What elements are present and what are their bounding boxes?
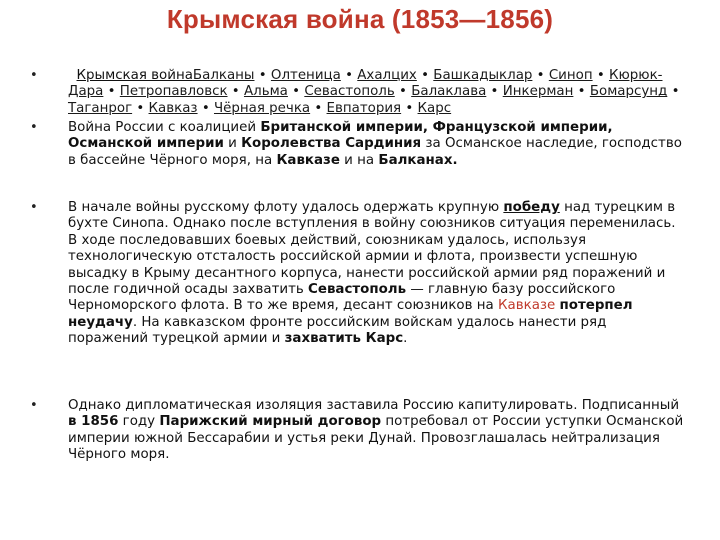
- place-link-2[interactable]: Ахалцих: [357, 68, 417, 83]
- bullet-3: •: [30, 200, 38, 215]
- place-link-14[interactable]: Чёрная речка: [213, 100, 311, 116]
- p3-text-6: .: [403, 331, 408, 347]
- p2-bold-empires: Британской империи, Французской империи, Османской империи: [68, 120, 613, 152]
- sep: •: [532, 68, 549, 83]
- p2-bold-caucasus: Кавказе: [276, 152, 340, 168]
- sep: •: [667, 84, 680, 100]
- place-link-7[interactable]: Альма: [243, 84, 288, 100]
- sep: •: [394, 84, 412, 100]
- p3-text-2: над турецким в бухте Синопа. Однако после вступления в войну союзников ситуация переменилась. В ходе последовавших боевых действий, союзникам удалось, используя технологическую отсталость российской армии и флота, произвести успешную высадку в Крыму десантного корпуса, нанести российской армии ряд поражений и после годичной осады захватить: [68, 200, 676, 298]
- sep: •: [416, 68, 434, 83]
- p4-text-3: потребовал от России уступки Османской империи южной Бессарабии и устья реки Дунай. Провозглашалась нейтрализация Чёрного моря.: [68, 414, 684, 463]
- p3-red-caucasus: Кавказе: [498, 298, 556, 314]
- slide-title: Крымская война (1853—1856): [166, 4, 554, 34]
- places-line: [68, 68, 679, 116]
- sep: •: [592, 68, 610, 83]
- victory-link[interactable]: победу: [503, 200, 560, 215]
- sep: •: [310, 100, 327, 116]
- p4-text-1: Однако дипломатическая изоляция заставила Россию капитулировать. Подписанный: [68, 398, 680, 413]
- war-link-lead[interactable]: Крымская война: [76, 68, 193, 83]
- p4-text-2: году: [118, 414, 160, 430]
- place-link-15[interactable]: Евпатория: [326, 100, 402, 116]
- list-item-coalition: [30, 120, 686, 169]
- sep: •: [197, 100, 214, 116]
- p3-bold-sevastopol: Севастополь: [308, 282, 407, 298]
- bullet-4: •: [30, 398, 38, 413]
- place-link-0[interactable]: Балканы: [192, 68, 255, 83]
- p3-text-1: В начале войны русскому флоту удалось одержать крупную: [68, 200, 504, 215]
- list-item-treaty: [30, 398, 686, 464]
- place-link-13[interactable]: Кавказ: [148, 100, 198, 116]
- list-item-course: [30, 200, 686, 348]
- p4-bold-year: в 1856: [68, 414, 119, 430]
- p3-text-5: . На кавказском фронте российским войскам удалось нанести ряд поражений турецкой армии и: [68, 314, 607, 347]
- place-link-4[interactable]: Синоп: [548, 68, 593, 83]
- place-link-16[interactable]: Карс: [417, 100, 452, 116]
- place-link-11[interactable]: Бомарсунд: [589, 84, 668, 100]
- place-link-3[interactable]: Башкадыклар: [433, 68, 533, 83]
- place-link-5[interactable]: Кюрюк-Дара: [68, 68, 663, 100]
- p3-bold-kars: захватить Карс: [284, 331, 404, 347]
- sep: •: [340, 68, 358, 83]
- p2-text-3: за Османское наследие, господство в бассейне Чёрного моря, на: [68, 136, 682, 168]
- place-link-12[interactable]: Таганрог: [68, 100, 133, 116]
- p2-text-4: и на: [339, 152, 379, 168]
- p3-text-3: — главную базу российского Черноморского флота. В то же время, десант союзников на: [68, 282, 616, 314]
- sep: •: [401, 100, 418, 116]
- sep: •: [287, 84, 305, 100]
- p2-bold-sardinia: Королевства Сардиния: [241, 136, 422, 152]
- p3-bold-failure: потерпел неудачу: [68, 298, 633, 330]
- sep: •: [103, 84, 120, 100]
- bullet-1: •: [30, 68, 38, 83]
- sep: •: [132, 100, 149, 116]
- p2-text-2: и: [223, 136, 242, 152]
- p2-bold-balkans: Балканах.: [378, 152, 458, 168]
- place-link-9[interactable]: Балаклава: [411, 84, 487, 100]
- sep: •: [254, 68, 271, 83]
- p2-text-1: Война России с коалицией: [68, 120, 261, 135]
- bullet-2: •: [30, 120, 38, 135]
- place-link-1[interactable]: Олтеницa: [270, 68, 341, 83]
- sep: •: [573, 84, 590, 100]
- place-link-10[interactable]: Инкерман: [502, 84, 574, 100]
- place-link-6[interactable]: Петропавловск: [119, 84, 228, 100]
- p4-bold-treaty: Парижский мирный договор: [159, 414, 382, 430]
- place-link-8[interactable]: Севастополь: [304, 84, 395, 100]
- sep: •: [227, 84, 244, 100]
- sep: •: [486, 84, 503, 100]
- list-item-places: [30, 68, 686, 117]
